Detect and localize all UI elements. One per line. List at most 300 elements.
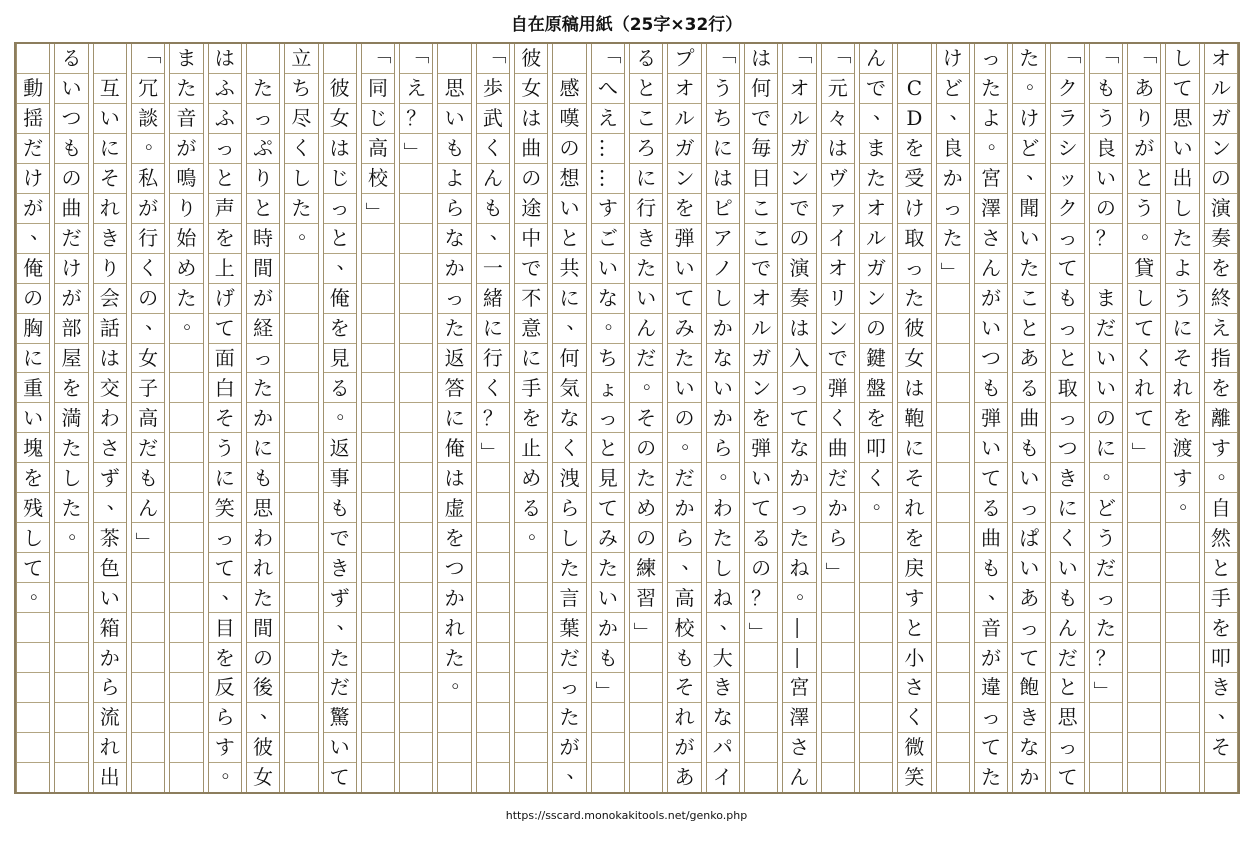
manuscript-line [208,44,242,792]
grid-cell [860,164,892,194]
manuscript-char: が [138,196,159,221]
manuscript-char: 終 [1210,286,1231,311]
manuscript-char: て [329,765,350,790]
grid-cell [630,733,662,763]
manuscript-char: き [1210,675,1231,700]
grid-cell [937,254,969,284]
grid-cell [1166,763,1198,792]
grid-cell [1013,733,1045,763]
manuscript-char: 、 [145,309,166,334]
grid-cell [707,703,739,733]
manuscript-char: 答 [444,375,465,400]
manuscript-char: う [712,76,733,101]
grid-cell [94,703,126,733]
grid-cell [668,613,700,643]
grid-cell [400,523,432,553]
grid-cell [55,74,87,104]
grid-cell [707,763,739,792]
grid-cell [860,314,892,344]
grid-cell [630,673,662,703]
manuscript-char: し [61,465,82,490]
manuscript-char: 交 [99,375,120,400]
manuscript-char: こ [1019,286,1040,311]
grid-cell [1166,583,1198,613]
manuscript-char: も [1095,76,1116,101]
manuscript-char: 。 [336,398,357,423]
grid-cell [285,673,317,703]
grid-cell [822,134,854,164]
grid-cell [707,194,739,224]
manuscript-char: ね [712,585,733,610]
grid-cell [975,673,1007,703]
grid-cell [55,643,87,673]
grid-cell [592,74,624,104]
grid-cell [477,314,509,344]
grid-cell [515,703,547,733]
grid-cell [553,493,585,523]
manuscript-char: た [253,585,274,610]
grid-cell [55,613,87,643]
grid-cell [400,164,432,194]
manuscript-char: オ [866,196,887,221]
grid-cell [362,254,394,284]
grid-cell [1128,134,1160,164]
grid-cell [209,493,241,523]
grid-cell [630,284,662,314]
grid-cell [55,194,87,224]
grid-cell [707,164,739,194]
manuscript-char: ど [1095,495,1116,520]
manuscript-char: 。 [183,309,204,334]
manuscript-char: を [866,405,887,430]
grid-cell [592,403,624,433]
manuscript-line [246,44,280,792]
grid-cell [1128,583,1160,613]
manuscript-char: い [329,735,350,760]
manuscript-char: じ [367,106,388,131]
manuscript-char: う [1134,196,1155,221]
manuscript-char: わ [712,495,733,520]
manuscript-char: て [751,495,772,520]
manuscript-char: け [904,196,925,221]
manuscript-char: 盤 [866,375,887,400]
manuscript-char: ら [712,435,733,460]
grid-cell [477,613,509,643]
manuscript-line [131,44,165,792]
grid-cell [592,583,624,613]
manuscript-char: 。 [681,428,702,453]
page-title: 自在原稿用紙（25字×32行） [510,15,743,35]
grid-cell [668,463,700,493]
manuscript-char: 出 [1172,166,1193,191]
grid-cell [400,583,432,613]
grid-cell [285,463,317,493]
grid-cell [324,74,356,104]
manuscript-char: 尽 [291,106,312,131]
grid-cell [975,463,1007,493]
manuscript-char: だ [559,645,580,670]
grid-cell [1013,373,1045,403]
grid-cell [592,224,624,254]
grid-cell [170,583,202,613]
manuscript-line [1204,44,1238,792]
grid-cell [438,583,470,613]
grid-cell [860,194,892,224]
manuscript-char: た [176,286,197,311]
grid-cell [745,553,777,583]
manuscript-char: っ [1019,495,1040,520]
manuscript-char: ン [866,286,887,311]
grid-cell [860,224,892,254]
grid-cell [707,493,739,523]
manuscript-char: 冗 [138,76,159,101]
grid-cell [132,164,164,194]
manuscript-char: 箱 [99,615,120,640]
grid-cell [515,224,547,254]
manuscript-char: さ [980,226,1001,251]
manuscript-char: 演 [1210,196,1231,221]
grid-cell [668,493,700,523]
grid-cell [515,613,547,643]
grid-cell [668,763,700,792]
grid-cell [515,104,547,134]
manuscript-char: と [1057,346,1078,370]
manuscript-char: 渡 [1172,435,1193,460]
grid-cell [783,194,815,224]
grid-cell [592,134,624,164]
manuscript-char: の [636,435,657,460]
grid-cell [822,553,854,583]
manuscript-char: っ [789,495,810,520]
grid-cell [477,403,509,433]
grid-cell [745,703,777,733]
grid-cell [362,224,394,254]
grid-cell [1128,344,1160,374]
manuscript-char: て [214,316,235,341]
manuscript-char: 満 [61,405,82,430]
manuscript-char: 一 [482,256,503,281]
grid-cell [170,523,202,553]
grid-cell [1051,284,1083,314]
grid-cell [783,74,815,104]
manuscript-char: 」 [592,681,617,702]
manuscript-char: だ [636,346,657,370]
manuscript-char: の [751,555,772,580]
grid-cell [975,493,1007,523]
grid-cell [324,104,356,134]
grid-cell [822,74,854,104]
manuscript-char: 、 [106,488,127,513]
grid-cell [209,403,241,433]
manuscript-char: 互 [99,76,120,101]
grid-cell [1166,433,1198,463]
manuscript-char: 」 [822,561,847,582]
manuscript-char: 「 [1096,44,1121,65]
manuscript-char: く [482,136,503,161]
grid-cell [94,433,126,463]
manuscript-char: ぷ [253,136,274,161]
grid-cell [1090,458,1123,493]
grid-cell [132,673,164,703]
manuscript-char: し [291,166,312,191]
manuscript-char: 宮 [789,675,810,700]
manuscript-char: み [674,316,695,341]
manuscript-char: っ [329,196,350,221]
grid-cell [630,613,662,643]
grid-cell [362,463,394,493]
manuscript-char: い [1057,555,1078,580]
grid-cell [553,164,585,194]
grid-cell [1051,194,1083,224]
manuscript-char: 武 [482,106,503,131]
manuscript-char: が [980,645,1001,670]
manuscript-char: だ [827,465,848,490]
grid-cell [1090,583,1122,613]
grid-cell [1051,44,1083,74]
grid-cell [937,493,969,523]
grid-cell [55,44,87,74]
manuscript-char: な [444,226,465,251]
grid-cell [1128,733,1160,763]
manuscript-char: め [636,495,657,520]
manuscript-char: 動 [23,76,44,101]
grid-cell [860,99,894,134]
manuscript-char: っ [214,136,235,161]
grid-cell [860,733,892,763]
grid-cell [1013,314,1045,344]
grid-cell [592,553,624,583]
grid-cell [1051,463,1083,493]
manuscript-char: 、 [681,548,702,573]
manuscript-char: 「 [139,44,164,65]
manuscript-char: か [597,615,618,640]
manuscript-char: た [61,435,82,460]
manuscript-char: 俺 [329,286,350,311]
manuscript-char: た [444,645,465,670]
manuscript-char: だ [1095,316,1116,341]
manuscript-char: ら [827,525,848,550]
grid-cell [362,104,394,134]
grid-cell [94,553,126,583]
manuscript-char: い [636,286,657,311]
grid-cell [209,104,241,134]
manuscript-char: た [789,525,810,550]
manuscript-char: っ [1095,585,1116,610]
grid-cell [1051,164,1083,194]
manuscript-char: し [559,525,580,550]
manuscript-char: た [253,76,274,101]
grid-cell [94,194,126,224]
grid-cell [477,254,509,284]
manuscript-char: ク [1057,196,1078,221]
manuscript-char: 揺 [23,106,44,131]
grid-cell [285,104,317,134]
grid-cell [1013,254,1045,284]
manuscript-char: と [253,196,274,221]
manuscript-char: 「 [598,44,623,65]
manuscript-char: 「 [1058,44,1083,65]
manuscript-char: っ [1057,735,1078,760]
grid-cell [822,224,854,254]
grid-cell [1166,74,1198,104]
grid-cell [17,134,49,164]
grid-cell [132,763,164,792]
grid-cell [438,254,470,284]
grid-cell [477,463,509,493]
grid-cell [553,703,585,733]
grid-cell [707,344,739,374]
grid-cell [209,224,241,254]
manuscript-char: 思 [1172,106,1193,131]
manuscript-char: く [904,705,925,730]
manuscript-char: 。 [528,518,549,543]
manuscript-char: 虚 [444,495,465,520]
grid-cell [324,284,356,314]
manuscript-char: 反 [214,675,235,700]
grid-cell [1128,44,1160,74]
grid-cell [132,583,164,613]
manuscript-char: く [1134,346,1155,370]
grid-cell [1013,613,1045,643]
grid-cell [1013,703,1045,733]
manuscript-char: 曲 [1019,405,1040,430]
manuscript-char: 会 [99,286,120,311]
grid-cell [515,373,547,403]
grid-cell [975,578,1008,613]
manuscript-char: れ [1134,375,1155,400]
manuscript-char: 叩 [866,435,887,460]
manuscript-char: オ [1210,46,1231,71]
grid-cell [898,134,930,164]
grid-cell [553,613,585,643]
manuscript-char: も [1019,435,1040,460]
manuscript-char: ル [789,106,810,131]
grid-cell [745,733,777,763]
manuscript-char: 同 [367,76,388,101]
grid-cell [477,433,509,463]
grid-cell [898,224,930,254]
grid-cell [132,344,164,374]
grid-cell [132,613,164,643]
grid-cell [592,373,624,403]
manuscript-char: た [980,765,1001,790]
grid-cell [438,164,470,194]
manuscript-char: そ [1210,735,1231,760]
grid-cell [937,673,969,703]
grid-cell [324,314,356,344]
manuscript-char: つ [61,106,82,131]
manuscript-line [706,44,740,792]
grid-cell [170,224,202,254]
grid-cell [247,254,279,284]
manuscript-char: 指 [1210,346,1231,370]
manuscript-char: く [138,256,159,281]
grid-cell [592,733,624,763]
manuscript-char: へ [597,76,618,101]
grid-cell [898,314,930,344]
manuscript-char: っ [980,705,1001,730]
grid-cell [362,553,394,583]
manuscript-char: か [942,166,963,191]
manuscript-char: き [99,226,120,251]
manuscript-char: ら [444,196,465,221]
grid-cell [707,74,739,104]
manuscript-char: る [636,46,657,71]
grid-cell [937,763,969,792]
manuscript-char: し [1134,286,1155,311]
grid-cell [132,224,164,254]
manuscript-char: た [636,256,657,281]
manuscript-char: 、 [489,219,510,244]
manuscript-char: か [789,465,810,490]
grid-cell [477,583,509,613]
grid-cell [783,254,815,284]
manuscript-char: 思 [1057,705,1078,730]
manuscript-char: れ [444,615,465,640]
grid-cell [1013,433,1045,463]
manuscript-char: 高 [367,136,388,161]
manuscript-char: 、 [987,578,1008,603]
grid-cell [630,433,662,463]
grid-cell [132,403,164,433]
grid-cell [937,344,969,374]
grid-cell [1051,403,1083,433]
footer-url[interactable]: https://sscard.monokakitools.net/genko.php [505,809,748,822]
grid-cell [592,433,624,463]
manuscript-char: く [827,405,848,430]
grid-cell [515,44,547,74]
grid-cell [745,254,777,284]
grid-cell [477,643,509,673]
grid-cell [822,613,854,643]
grid-cell [247,493,279,523]
grid-cell [515,763,547,792]
manuscript-char: く [559,435,580,460]
manuscript-char: 途 [521,196,542,221]
grid-cell [745,583,777,613]
grid-cell [1205,74,1237,104]
grid-cell [94,763,126,792]
manuscript-char: 毎 [751,136,772,161]
grid-cell [438,104,470,134]
grid-cell [285,403,317,433]
manuscript-char: う [1095,106,1116,131]
manuscript-char: た [942,226,963,251]
manuscript-char: は [712,166,733,191]
manuscript-char: 目 [214,615,235,640]
grid-cell [132,643,164,673]
grid-cell [1166,44,1198,74]
grid-cell [1128,463,1160,493]
grid-cell [132,463,164,493]
manuscript-char: ン [789,166,810,191]
manuscript-char: 女 [329,106,350,131]
manuscript-char: る [1019,375,1040,400]
grid-cell [170,344,202,374]
grid-cell [1205,373,1237,403]
manuscript-char: 笑 [904,765,925,790]
grid-cell [860,373,892,403]
manuscript-char: つ [444,555,465,580]
manuscript-char: な [597,286,618,311]
grid-cell [400,673,432,703]
grid-cell [170,134,202,164]
grid-cell [247,44,279,74]
grid-cell [132,733,164,763]
manuscript-char: 奏 [789,286,810,311]
manuscript-char: 、 [566,309,587,334]
manuscript-char: い [597,256,618,281]
